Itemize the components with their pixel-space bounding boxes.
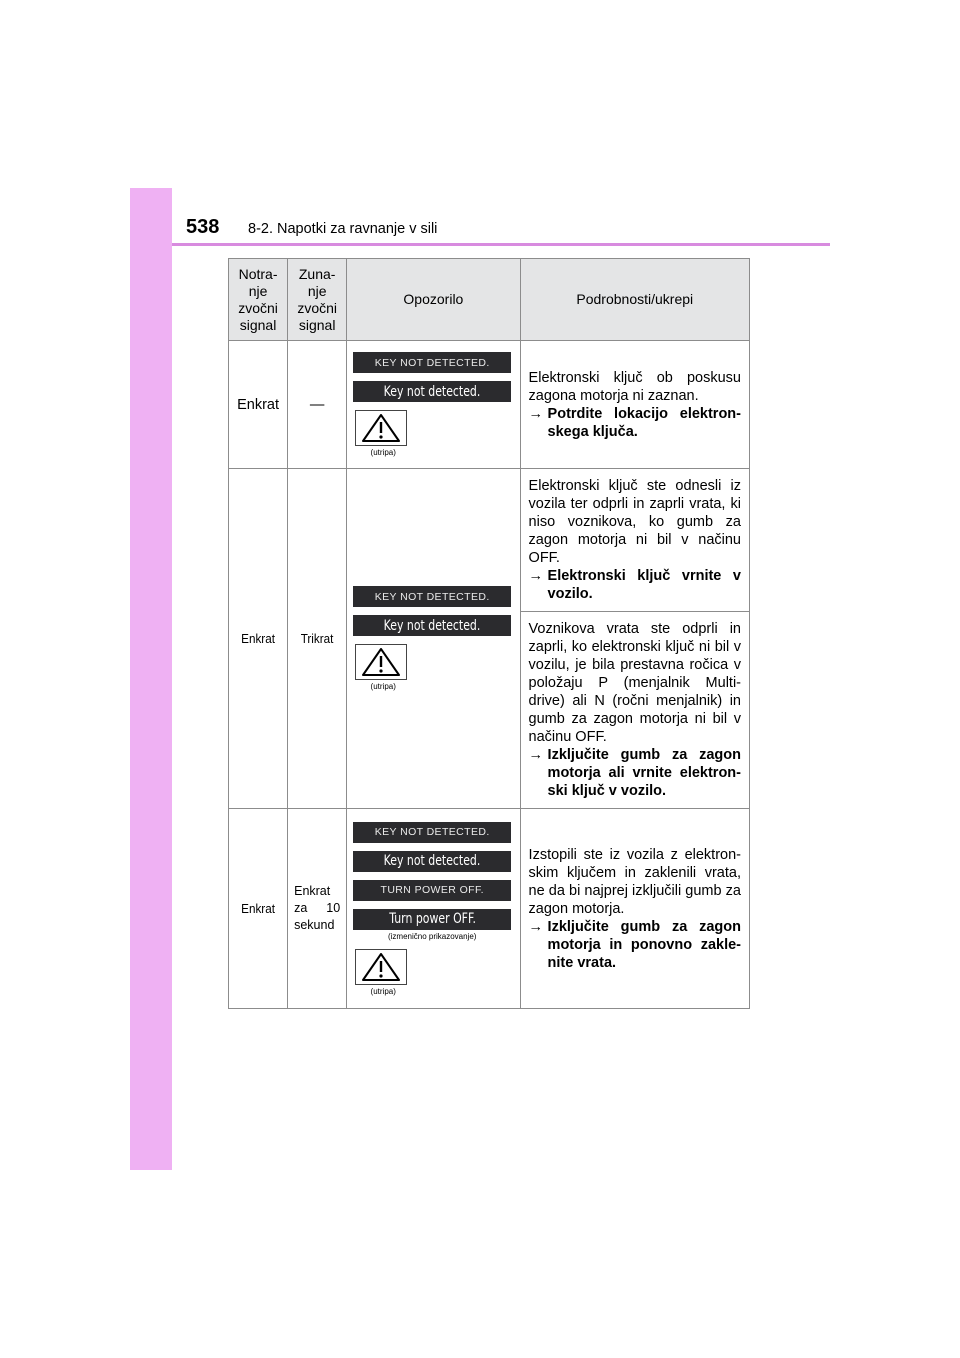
outer-signal: — <box>288 341 347 469</box>
arrow-icon: → <box>528 747 544 763</box>
arrow-icon: → <box>528 918 544 935</box>
warning-cell <box>347 469 520 809</box>
blink-note: (utripa) <box>370 986 396 996</box>
details-cell <box>520 809 749 1009</box>
header-outer-buzzer: Zuna- nje zvočni signal <box>288 259 347 341</box>
action-text: → Izključite gumb za zagon motorja in ponovno zakle-nite vrata. <box>528 918 741 971</box>
outer-signal: Trikrat <box>288 469 347 809</box>
side-strip <box>130 188 172 1170</box>
display-caps: KEY NOT DETECTED. <box>353 822 511 843</box>
header-warning: Opozorilo <box>347 259 520 341</box>
display-mixed: Key not detected. <box>353 615 511 636</box>
warning-triangle-icon <box>355 410 407 446</box>
action-text: → Izključite gumb za zagon motorja ali vrnite elektron-ski ključ v vozilo. <box>528 747 741 799</box>
blink-note: (utripa) <box>370 448 396 457</box>
details-text: Elektronski ključ ste odnesli iz vozila ter odprli in zaprli vrata, ki niso voznikova, ko gumb za zagon motorja ni bil v načinu OFF. <box>528 478 741 566</box>
warning-table <box>228 258 750 1009</box>
table-row <box>229 469 750 612</box>
display-mixed-power: Turn power OFF. <box>353 909 511 930</box>
display-caps: KEY NOT DETECTED. <box>353 586 511 607</box>
details-cell <box>520 469 749 612</box>
arrow-icon: → <box>528 568 544 584</box>
header-rule <box>172 243 830 246</box>
inner-signal: Enkrat <box>229 809 288 1009</box>
details-text: Elektronski ključ ob poskusu zagona motorja ni zaznan. <box>528 369 741 404</box>
table-header-row <box>229 259 750 341</box>
details-text: Izstopili ste iz vozila z elektron-skim ključem in zaklenili vrata, ne da bi najprej izključili gumb za zagon motorja. <box>528 846 741 917</box>
details-text: Voznikova vrata ste odprli in zaprli, ko elektronski ključ ni bil v vozilu, je bila prestavna ročica v položaju P (menjalnik Multi-drive) ali N (ročni menjalnik) in gumb za zagon motorja ni bil v načinu OFF. <box>528 621 741 745</box>
details-cell <box>520 612 749 809</box>
arrow-icon: → <box>528 405 544 422</box>
action-text: → Elektronski ključ vrnite v vozilo. <box>528 568 741 602</box>
warning-triangle-icon <box>355 644 407 680</box>
page-number: 538 <box>186 216 220 238</box>
action-text: → Potrdite lokacijo elektron-skega ključa. <box>528 405 741 440</box>
section-title: 8-2. Napotki za ravnanje v sili <box>248 221 438 237</box>
display-mixed: Key not detected. <box>353 851 511 872</box>
warning-triangle-icon <box>355 949 407 985</box>
inner-signal: Enkrat <box>229 469 288 809</box>
header-inner-buzzer: Notra- nje zvočni signal <box>229 259 288 341</box>
table-row <box>229 809 750 1009</box>
display-mixed: Key not detected. <box>353 381 511 402</box>
table-row <box>229 341 750 469</box>
inner-signal: Enkrat <box>229 341 288 469</box>
display-caps-power: TURN POWER OFF. <box>353 880 511 901</box>
alternating-note: (izmenično prikazovanje) <box>387 931 477 941</box>
warning-cell <box>347 809 520 1009</box>
details-cell <box>520 341 749 469</box>
blink-note: (utripa) <box>370 682 396 691</box>
header-details: Podrobnosti/ukrepi <box>520 259 749 341</box>
warning-cell <box>347 341 520 469</box>
outer-signal: Enkrat za 10 sekund <box>288 809 347 1009</box>
display-caps: KEY NOT DETECTED. <box>353 352 511 373</box>
